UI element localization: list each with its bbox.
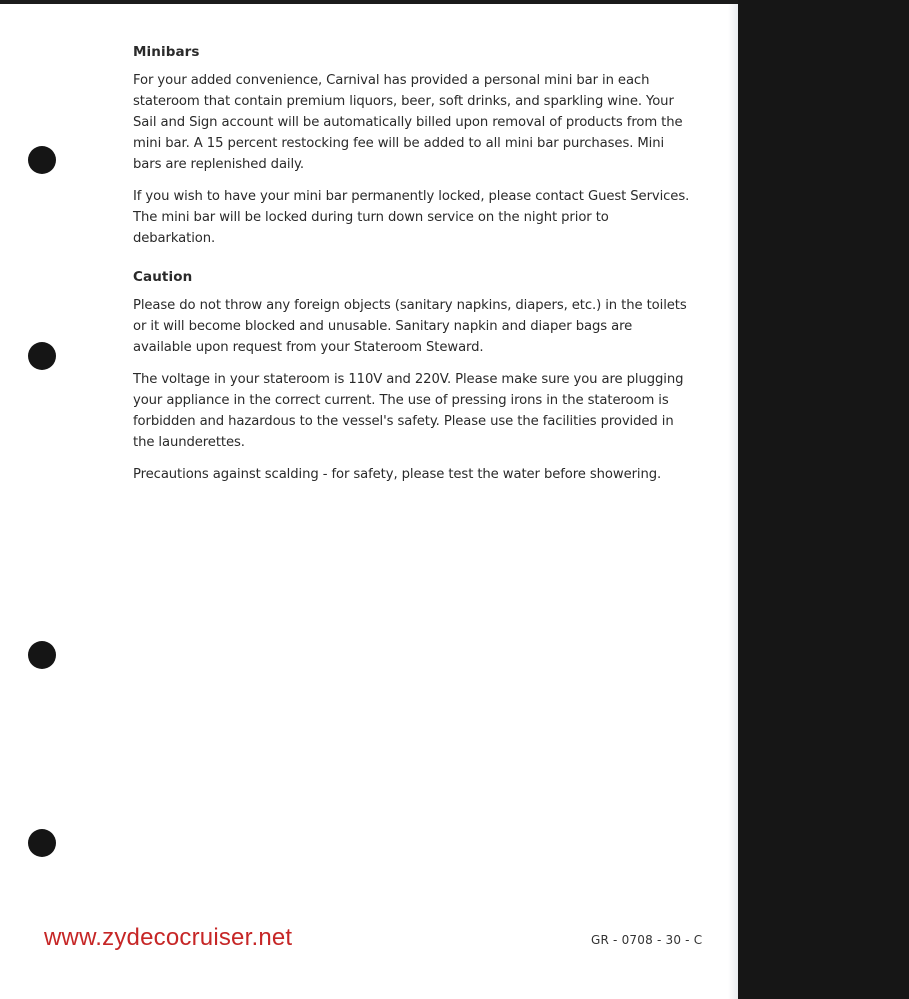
page-edge-shadow: [728, 4, 738, 999]
caution-paragraph-2: The voltage in your stateroom is 110V and 220V. Please make sure you are plugging your appliance in the correct current. The use of pressing irons in the stateroom is forbidden and hazardous to the vessel's safety. Please use the facilities provided in the launderettes.: [133, 372, 684, 450]
minibars-paragraph-1: For your added convenience, Carnival has provided a personal mini bar in each stateroom that contain premium liquors, beer, soft drinks, and sparkling wine. Your Sail and Sign account will be automatically billed upon removal of products from the mini bar. A 15 percent restocking fee will be added to all mini bar purchases. Mini bars are replenished daily.: [133, 73, 683, 172]
punch-hole: [28, 829, 56, 857]
document-page: [0, 4, 738, 999]
section-heading-minibars: Minibars: [133, 44, 200, 60]
punch-hole: [28, 342, 56, 370]
minibars-paragraph-2: If you wish to have your mini bar permanently locked, please contact Guest Services. The mini bar will be locked during turn down service on the night prior to debarkation.: [133, 189, 690, 246]
caution-paragraph-3: Precautions against scalding - for safety, please test the water before showering.: [133, 467, 662, 482]
punch-hole: [28, 146, 56, 174]
caution-paragraph-1: Please do not throw any foreign objects (sanitary napkins, diapers, etc.) in the toilets or it will become blocked and unusable. Sanitary napkin and diaper bags are available upon request from your Stateroom Steward.: [133, 298, 687, 355]
punch-hole: [28, 641, 56, 669]
document-code: GR - 0708 - 30 - C: [591, 933, 703, 947]
dark-background: [738, 0, 909, 999]
watermark-text: www.zydecocruiser.net: [44, 924, 293, 951]
document-body: [133, 44, 693, 496]
section-heading-caution: Caution: [133, 269, 193, 285]
